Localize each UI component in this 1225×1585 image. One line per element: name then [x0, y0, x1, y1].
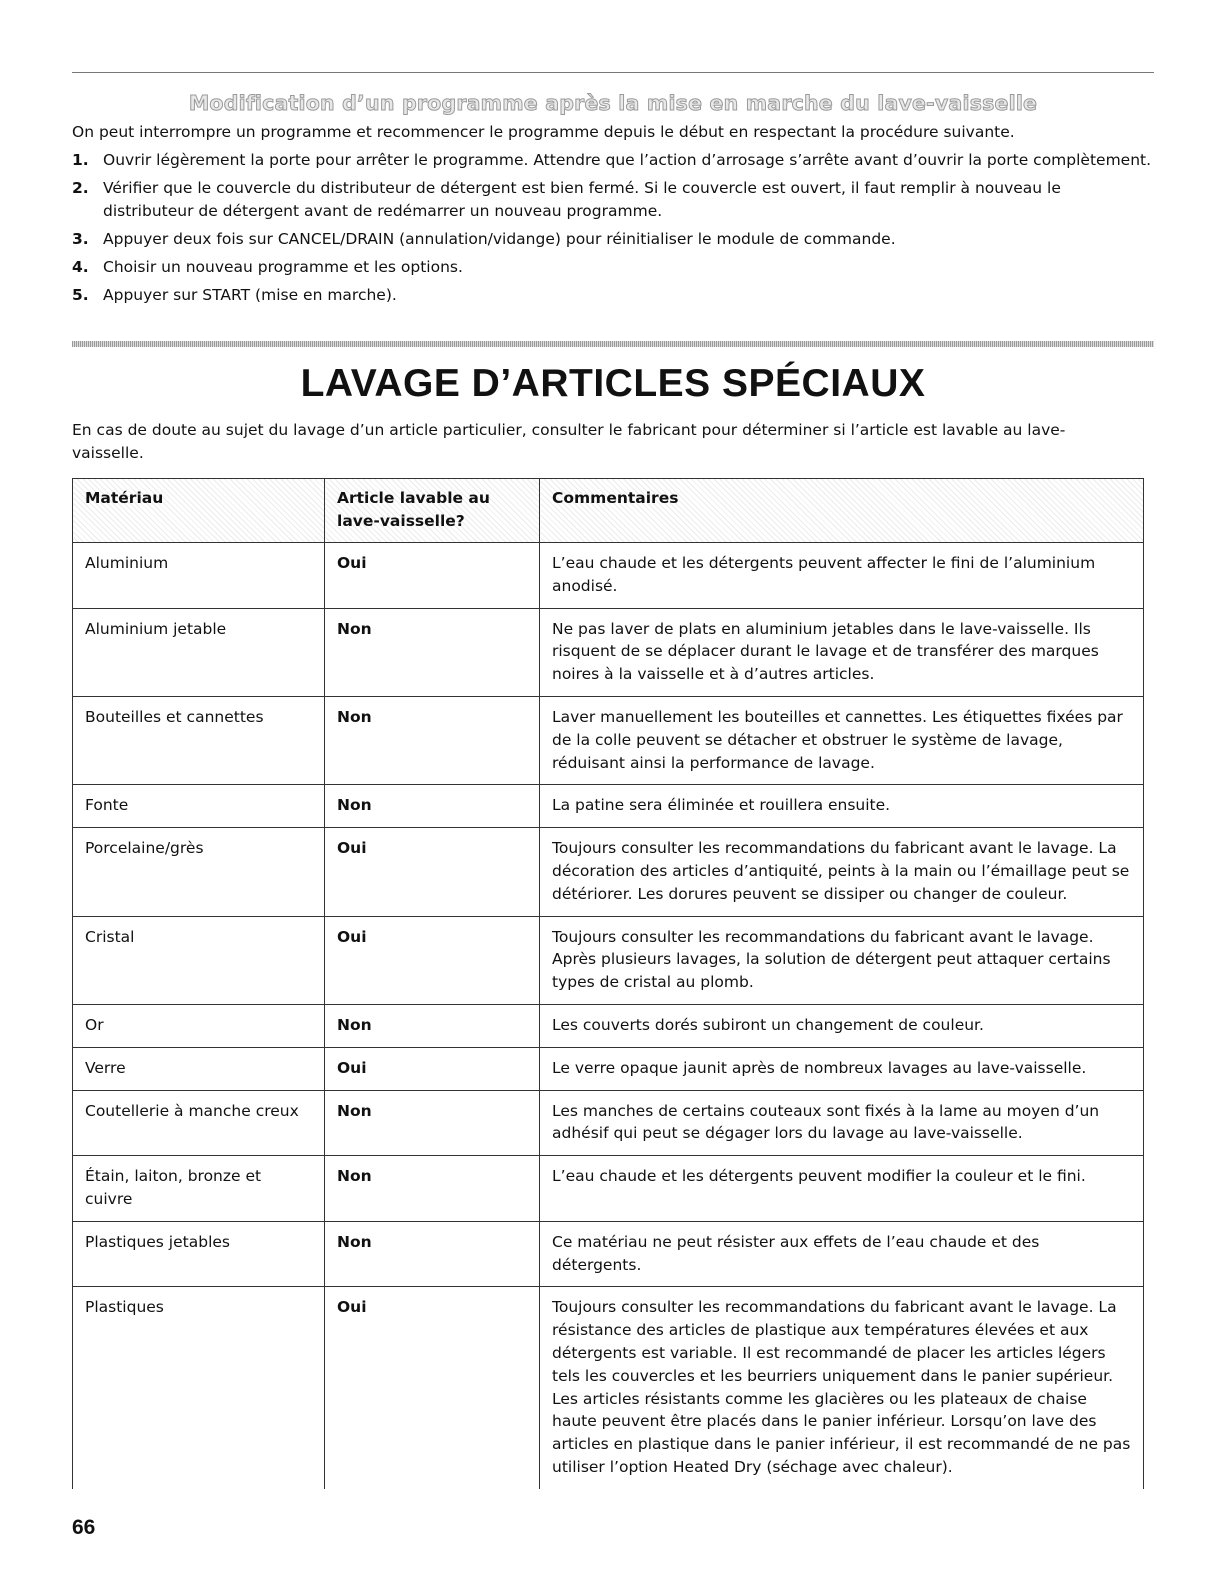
table-row — [73, 1090, 1144, 1156]
procedure-steps — [72, 149, 1154, 312]
special-articles-table — [72, 478, 1144, 1489]
intro-paragraph: On peut interrompre un programme et recommencer le programme depuis le début en respectant la procédure suivante. — [72, 123, 1015, 141]
washable-cell: Non — [325, 608, 540, 696]
table-row — [73, 696, 1144, 784]
table-row — [73, 1221, 1144, 1287]
material-cell: Or — [73, 1004, 325, 1047]
procedure-step — [72, 228, 1154, 251]
washable-cell: Oui — [325, 1287, 540, 1489]
washable-cell: Non — [325, 785, 540, 828]
washable-cell: Non — [325, 1156, 540, 1222]
table-row — [73, 543, 1144, 609]
material-cell: Verre — [73, 1047, 325, 1090]
procedure-step — [72, 177, 1154, 223]
comment-cell: Les manches de certains couteaux sont fixés à la lame au moyen d’un adhésif qui peut se dégager lors du lavage au lave-vaisselle. — [540, 1090, 1144, 1156]
comment-cell: Les couverts dorés subiront un changement de couleur. — [540, 1004, 1144, 1047]
washable-cell: Oui — [325, 828, 540, 916]
comment-cell: Le verre opaque jaunit après de nombreux lavages au lave-vaisselle. — [540, 1047, 1144, 1090]
table-row — [73, 785, 1144, 828]
washable-cell: Non — [325, 696, 540, 784]
step-text: Appuyer deux fois sur CANCEL/DRAIN (annulation/vidange) pour réinitialiser le module de commande. — [103, 230, 896, 248]
material-cell: Coutellerie à manche creux — [73, 1090, 325, 1156]
step-number: 4. — [72, 258, 89, 276]
washable-cell: Non — [325, 1090, 540, 1156]
comment-cell: Toujours consulter les recommandations du fabricant avant le lavage. La décoration des articles d’antiquité, peints à la main ou l’émaillage peut se détériorer. Les dorures peuvent se dissiper ou changer de couleur. — [540, 828, 1144, 916]
page-number: 66 — [72, 1516, 96, 1539]
material-cell: Plastiques jetables — [73, 1221, 325, 1287]
header-comments: Commentaires — [540, 479, 1144, 543]
washable-cell: Non — [325, 1004, 540, 1047]
table-row — [73, 608, 1144, 696]
material-cell: Aluminium jetable — [73, 608, 325, 696]
comment-cell: L’eau chaude et les détergents peuvent modifier la couleur et le fini. — [540, 1156, 1144, 1222]
table-row — [73, 1287, 1144, 1489]
comment-cell: Toujours consulter les recommandations du fabricant avant le lavage. La résistance des articles de plastique aux températures élevées et aux détergents est variable. Il est recommandé de placer les articles légers tels les couvercles et les beurriers uniquement dans le panier supérieur. Les articles résistants comme les glacières ou les plateaux de chaise haute peuvent être placés dans le panier inférieur. Lorsqu’on lave des articles en plastique dans le panier inférieur, il est recommandé de ne pas utiliser l’option Heated Dry (séchage avec chaleur). — [540, 1287, 1144, 1489]
washable-cell: Non — [325, 1221, 540, 1287]
top-rule — [72, 72, 1154, 73]
material-cell: Fonte — [73, 785, 325, 828]
table-row — [73, 1004, 1144, 1047]
procedure-step — [72, 149, 1154, 172]
procedure-step — [72, 284, 1154, 307]
section-heading: Modification d’un programme après la mise en marche du lave-vaisselle — [188, 91, 1038, 115]
step-number: 3. — [72, 230, 89, 248]
step-number: 1. — [72, 151, 89, 169]
comment-cell: La patine sera éliminée et rouillera ensuite. — [540, 785, 1144, 828]
table-header-row — [73, 479, 1144, 543]
step-number: 2. — [72, 179, 89, 197]
hatched-divider — [72, 341, 1154, 347]
washable-cell: Oui — [325, 543, 540, 609]
header-material: Matériau — [73, 479, 325, 543]
material-cell: Bouteilles et cannettes — [73, 696, 325, 784]
comment-cell: Toujours consulter les recommandations du fabricant avant le lavage. Après plusieurs lavages, la solution de détergent peut attaquer certains types de cristal au plomb. — [540, 916, 1144, 1004]
step-text: Choisir un nouveau programme et les options. — [103, 258, 463, 276]
material-cell: Porcelaine/grès — [73, 828, 325, 916]
comment-cell: Laver manuellement les bouteilles et cannettes. Les étiquettes fixées par de la colle peuvent se détacher et obstruer le système de lavage, réduisant ainsi la performance de lavage. — [540, 696, 1144, 784]
comment-cell: L’eau chaude et les détergents peuvent affecter le fini de l’aluminium anodisé. — [540, 543, 1144, 609]
material-cell: Cristal — [73, 916, 325, 1004]
table-row — [73, 828, 1144, 916]
step-text: Ouvrir légèrement la porte pour arrêter le programme. Attendre que l’action d’arrosage s’arrête avant d’ouvrir la porte complètement. — [103, 151, 1152, 169]
comment-cell: Ne pas laver de plats en aluminium jetables dans le lave-vaisselle. Ils risquent de se déplacer durant le lavage et de transférer des marques noires à la vaisselle et à d’autres articles. — [540, 608, 1144, 696]
comment-cell: Ce matériau ne peut résister aux effets de l’eau chaude et des détergents. — [540, 1221, 1144, 1287]
step-number: 5. — [72, 286, 89, 304]
table-row — [73, 916, 1144, 1004]
table-row — [73, 1047, 1144, 1090]
material-cell: Aluminium — [73, 543, 325, 609]
step-text: Vérifier que le couvercle du distributeur de détergent est bien fermé. Si le couvercle est ouvert, il faut remplir à nouveau le distributeur de détergent avant de redémarrer un nouveau programme. — [103, 179, 1061, 220]
material-cell: Plastiques — [73, 1287, 325, 1489]
material-cell: Étain, laiton, bronze et cuivre — [73, 1156, 325, 1222]
washable-cell: Oui — [325, 916, 540, 1004]
step-text: Appuyer sur START (mise en marche). — [103, 286, 397, 304]
page-title: LAVAGE D’ARTICLES SPÉCIAUX — [300, 362, 926, 405]
header-washable: Article lavable au lave-vaisselle? — [325, 479, 540, 543]
table-row — [73, 1156, 1144, 1222]
lead-paragraph: En cas de doute au sujet du lavage d’un article particulier, consulter le fabricant pour déterminer si l’article est lavable au lave-vaisselle. — [72, 421, 1066, 462]
procedure-step — [72, 256, 1154, 279]
washable-cell: Oui — [325, 1047, 540, 1090]
